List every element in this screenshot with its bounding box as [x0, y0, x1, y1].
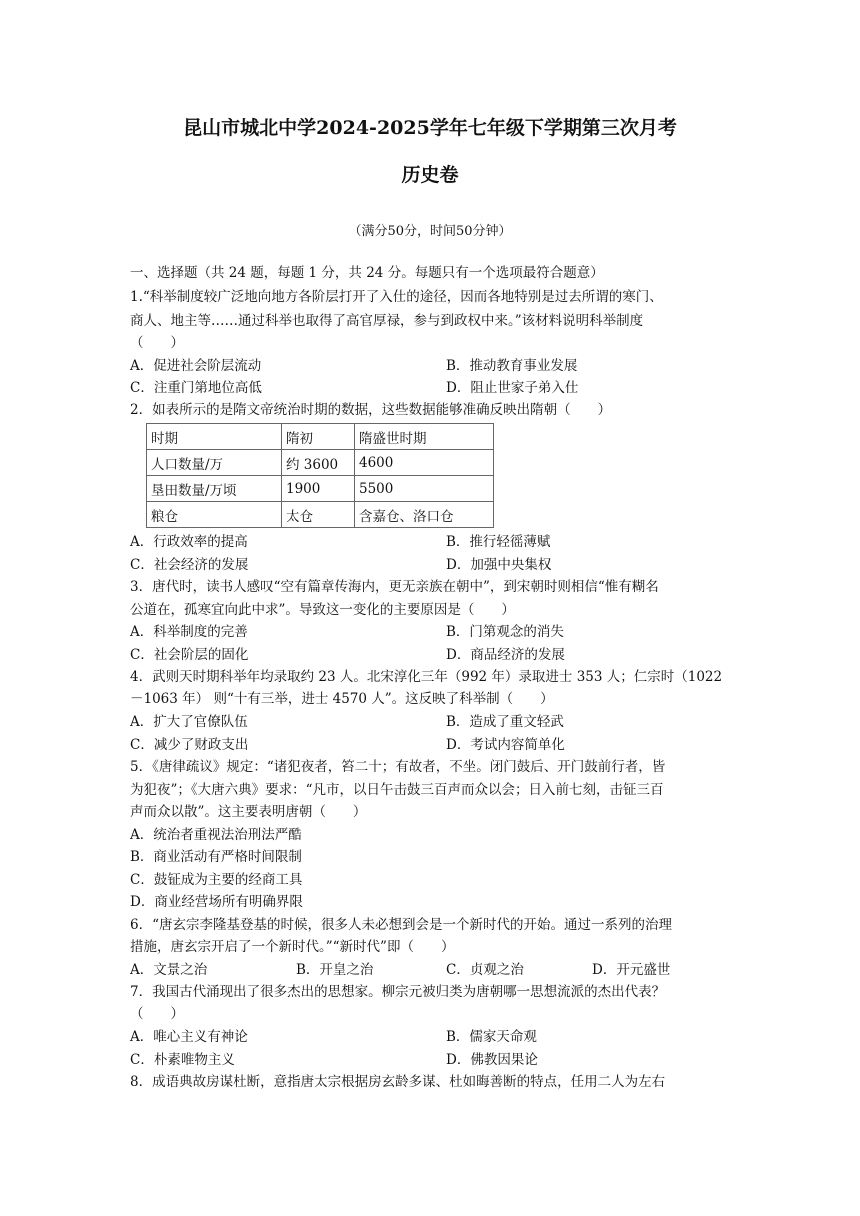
q3-option-d: D．商品经济的发展: [446, 647, 565, 663]
q3-stem-line1: 3．唐代时，读书人感叹“空有篇章传海内，更无亲族在朝中”，到宋朝时则相信“惟有糊名: [130, 579, 659, 595]
q2-data-table: [146, 423, 494, 528]
table-cell: 垦田数量/万顷: [147, 476, 282, 502]
q5-option-c: C．鼓钲成为主要的经商工具: [130, 872, 303, 888]
table-header-row: [147, 424, 494, 450]
q3-option-a: A．科举制度的完善: [130, 624, 248, 640]
q4-stem-line2: －1063 年） 则“十有三举，进士 4570 人”。这反映了科举制（ ）: [130, 691, 554, 707]
table-cell: 时期: [147, 424, 282, 450]
table-cell: 粮仓: [147, 502, 282, 528]
q6-option-d: D．开元盛世: [592, 962, 671, 978]
table-row: [147, 476, 494, 502]
q7-stem-line1: 7．我国古代涌现出了很多杰出的思想家。柳宗元被归类为唐朝哪一思想流派的杰出代表？: [130, 984, 666, 1000]
table-cell: 1900: [282, 476, 355, 502]
q1-stem-line2: 商人、地主等……通过科举也取得了高官厚禄，参与到政权中来。”该材料说明科举制度: [130, 313, 644, 329]
q5-option-d: D．商业经营场所有明确界限: [130, 894, 303, 910]
q5-stem-line2: 为犯夜”；《大唐六典》要求：“凡市，以日午击鼓三百声而众以会；日入前七刻，击钲三百: [130, 782, 664, 798]
exam-title: 昆山市城北中学2024-2025学年七年级下学期第三次月考: [183, 117, 677, 139]
table-cell: 隋盛世时期: [355, 424, 494, 450]
exam-subtitle: 历史卷: [401, 164, 459, 186]
q5-option-a: A．统治者重视法治刑法严酷: [130, 827, 302, 843]
q2-option-d: D．加强中央集权: [446, 557, 552, 573]
table-cell: 隋初: [282, 424, 355, 450]
q1-option-a: A．促进社会阶层流动: [130, 358, 262, 374]
q2-option-a: A．行政效率的提高: [130, 534, 248, 550]
q5-stem-line1: 5．《唐律疏议》规定：“诸犯夜者，笞二十；有故者，不坐。闭门鼓后、开门鼓前行者，皆: [130, 759, 666, 775]
section-heading: 一、选择题（共 24 题，每题 1 分，共 24 分。每题只有一个选项最符合题意）: [130, 265, 604, 281]
q7-option-a: A．唯心主义有神论: [130, 1029, 248, 1045]
q4-stem-line1: 4．武则天时期科举年均录取约 23 人。北宋淳化三年（992 年）录取进士 353 人；仁宗时（1022: [130, 669, 723, 685]
q6-option-b: B．开皇之治: [296, 962, 374, 978]
table-row: [147, 502, 494, 528]
q7-option-d: D．佛教因果论: [446, 1052, 538, 1068]
exam-note: （满分50分，时间50分钟）: [348, 224, 512, 239]
q7-option-b: B．儒家天命观: [446, 1029, 537, 1045]
q1-stem-line1: 1.“科举制度较广泛地向地方各阶层打开了入仕的途径，因而各地特别是过去所谓的寒门、: [130, 289, 663, 305]
q4-option-b: B．造成了重文轻武: [446, 714, 564, 730]
q4-option-a: A．扩大了官僚队伍: [130, 714, 248, 730]
q1-option-d: D．阻止世家子弟入仕: [446, 380, 579, 396]
q5-stem-line3: 声而众以散”。这主要表明唐朝（ ）: [130, 804, 367, 820]
q4-option-c: C．减少了财政支出: [130, 737, 249, 753]
q6-option-a: A．文景之治: [130, 962, 208, 978]
table-cell: 太仓: [282, 502, 355, 528]
q2-option-c: C．社会经济的发展: [130, 557, 249, 573]
table-cell: 约 3600: [282, 450, 355, 476]
q1-stem-line3: （ ）: [130, 335, 184, 351]
q3-stem-line2: 公道在，孤寒宜向此中求”。导致这一变化的主要原因是（ ）: [130, 602, 515, 618]
q3-option-c: C．社会阶层的固化: [130, 647, 249, 663]
q5-option-b: B．商业活动有严格时间限制: [130, 849, 302, 865]
q6-option-c: C．贞观之治: [446, 962, 524, 978]
table-cell: 人口数量/万: [147, 450, 282, 476]
q4-option-d: D．考试内容简单化: [446, 737, 565, 753]
q2-option-b: B．推行轻徭薄赋: [446, 534, 551, 550]
q6-stem-line2: 措施，唐玄宗开启了一个新时代。”“新时代”即（ ）: [130, 939, 455, 955]
table-row: [147, 450, 494, 476]
table-cell: 含嘉仓、洛口仓: [355, 502, 494, 528]
table-cell: 4600: [355, 450, 494, 476]
q2-stem-line1: 2．如表所示的是隋文帝统治时期的数据，这些数据能够准确反映出隋朝（ ）: [130, 402, 612, 418]
q6-stem-line1: 6．“唐玄宗李隆基登基的时候，很多人未必想到会是一个新时代的开始。通过一系列的治理: [130, 917, 672, 933]
q7-stem-line2: （ ）: [130, 1006, 184, 1022]
q1-option-b: B．推动教育事业发展: [446, 358, 578, 374]
q1-option-c: C．注重门第地位高低: [130, 380, 262, 396]
table-cell: 5500: [355, 476, 494, 502]
q8-stem-line1: 8．成语典故房谋杜断，意指唐太宗根据房玄龄多谋、杜如晦善断的特点，任用二人为左右: [130, 1074, 666, 1090]
q3-option-b: B．门第观念的消失: [446, 624, 564, 640]
q7-option-c: C．朴素唯物主义: [130, 1052, 235, 1068]
